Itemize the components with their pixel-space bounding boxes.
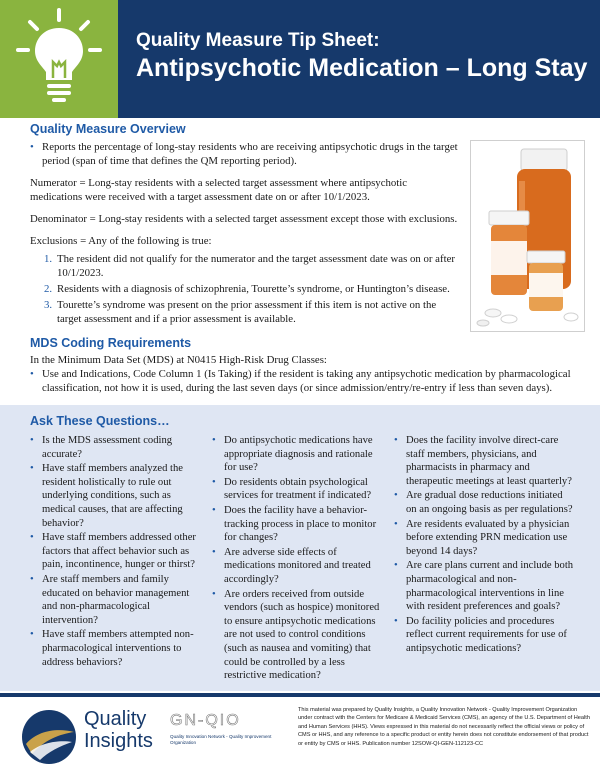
bullet-icon: • [212,504,216,516]
bullet-icon: • [30,629,34,641]
bullet-icon: • [394,518,398,530]
denominator-text: Denominator = Long-stay residents with a selected target assessment except those with exclusions. [30,213,458,225]
list-item [30,434,200,461]
question-text: Are adverse side effects of medications monitored and treated accordingly? [224,546,371,585]
list-item-text: The resident did not qualify for the numerator and the target assessment date was on or after 10/1/2023. [57,253,455,279]
question-text: Are gradual dose reductions initiated on an ongoing basis as per regulations? [406,490,573,515]
question-text: Are orders received from outside vendors (such as hospice) monitored to ensure antipsychotic medications are not used to control conditions (such as nausea and vomiting) that could be controlled by a less restrictive medication? [224,588,380,682]
bullet-icon: • [394,560,398,572]
bullet-icon: • [30,435,34,446]
mds-title: MDS Coding Requirements [30,336,192,350]
question-text: Are care plans current and include both pharmacological and non-pharmacological interventions in line with resident preferences and goals? [406,560,574,613]
question-text: Does the facility have a behavior-tracking process in place to monitor for changes? [224,504,377,544]
question-text: Are staff members and family educated on behavior management and non-pharmacological intervention? [42,573,190,626]
bullet-icon: • [212,435,216,446]
list-item [30,531,200,572]
overview-bullet-text: Reports the percentage of long-stay residents who are receiving antipsychotic drugs in the target period (span of time that defines the QM reporting period). [42,141,458,167]
footer-disclaimer: This material was prepared by Quality Insights, a Quality Innovation Network - Quality Improvement Organization under contract with the Centers for Medicare & Medicaid Services (CMS), an agency of the U.S. Department of Health and Human Services (HHS). Views expressed in this material do not necessarily reflect the official views or policy of CMS or HHS, and any reference to a specific product or entity herein does not constitute endorsement of that product or entity by CMS or HHS. Publication number 12SOW-QI-GEN-112123-CC [298,707,590,747]
list-item [30,252,460,280]
gnqio-logo: GN-QIO [170,712,241,729]
exclusions-intro: Exclusions = Any of the following is true: [30,235,212,247]
question-text: Does the facility involve direct-care staff members, physicians, and pharmacists in pharmacy and therapeutic meetings at least quarterly? [406,435,572,487]
list-item [30,298,460,326]
bullet-icon: • [394,490,398,502]
questions-column-2 [212,434,384,684]
header [0,0,600,118]
header-logo [0,0,118,118]
bullet-icon: • [212,588,216,600]
exclusions-list [30,252,460,326]
bullet-icon: • [30,463,34,475]
list-number: 2. [44,283,53,295]
pill-bottles-illustration [471,141,584,331]
list-item [394,489,574,516]
question-text: Is the MDS assessment coding accurate? [42,435,173,460]
overview-body [30,140,460,328]
list-item [212,546,384,587]
list-item [212,434,384,475]
bullet-icon: • [394,435,398,446]
questions-column-3 [394,434,574,657]
bullet-icon: • [212,476,216,488]
question-text: Do facility policies and procedures reflect current requirements for use of antipsychotic medications? [406,615,567,654]
footer-divider [0,693,600,697]
question-text: Have staff members attempted non-pharmacological interventions to address behaviors? [42,629,194,668]
logo-word-quality: Quality [84,708,147,730]
question-text: Do antipsychotic medications have appropriate diagnosis and rationale for use? [224,435,373,474]
list-number: 1. [44,253,53,265]
logo-word-insights: Insights [84,730,153,752]
mds-body [30,353,575,395]
list-item [30,462,200,530]
list-item [212,504,384,545]
list-item [212,588,384,683]
questions-title: Ask These Questions… [30,414,170,428]
mds-bullet [30,367,575,395]
bullet-icon: • [30,141,34,153]
question-text: Have staff members addressed other factors that affect behavior such as pain, incontinence, hunger or thirst? [42,532,196,571]
questions-column-1 [30,434,200,670]
list-item [30,628,200,669]
overview-title: Quality Measure Overview [30,122,186,136]
bullet-icon: • [212,546,216,558]
list-item [30,282,460,296]
question-text: Have staff members analyzed the resident holistically to rule out underlying conditions, such as medical causes, that are affecting behavior? [42,463,183,529]
gnqio-subtitle: Quality Innovation Network - Quality Improvement Organization [170,734,272,745]
mds-intro: In the Minimum Data Set (MDS) at N0415 High-Risk Drug Classes: [30,354,327,366]
header-bar [118,0,600,118]
mds-bullet-text: Use and Indications, Code Column 1 (Is Taking) if the resident is taking any antipsychotic medication by pharmacological classification, not how it is used, during the last seven days (or since admission/entry/re-entry if less than seven days). [42,368,571,394]
header-subtitle: Quality Measure Tip Sheet: [136,30,380,51]
pill-bottles-photo [470,140,585,332]
list-item [394,559,574,613]
list-item [30,573,200,627]
list-number: 3. [44,299,53,311]
list-item-text: Tourette’s syndrome was present on the prior assessment if this item is not active on the target assessment and if a prior assessment is available. [57,299,437,325]
quality-insights-swoosh-icon [20,708,78,766]
question-text: Are residents evaluated by a physician before extending PRN medication use beyond 14 days? [406,518,570,557]
page-title: Antipsychotic Medication – Long Stay [136,54,588,82]
bullet-icon: • [30,532,34,544]
list-item [394,518,574,559]
list-item-text: Residents with a diagnosis of schizophrenia, Tourette’s syndrome, or Huntington’s disease. [57,283,450,295]
overview-bullet [30,140,460,168]
question-text: Do residents obtain psychological services for treatment if indicated? [224,476,372,502]
list-item [212,476,384,503]
list-item [394,615,574,656]
bullet-icon: • [30,573,34,585]
numerator-text: Numerator = Long-stay residents with a selected target assessment where antipsychotic medications were received with a target assessment date on or after 10/1/2023. [30,177,408,203]
bullet-icon: • [394,615,398,627]
list-item [394,434,574,488]
lightbulb-icon [0,0,118,118]
bullet-icon: • [30,368,34,380]
